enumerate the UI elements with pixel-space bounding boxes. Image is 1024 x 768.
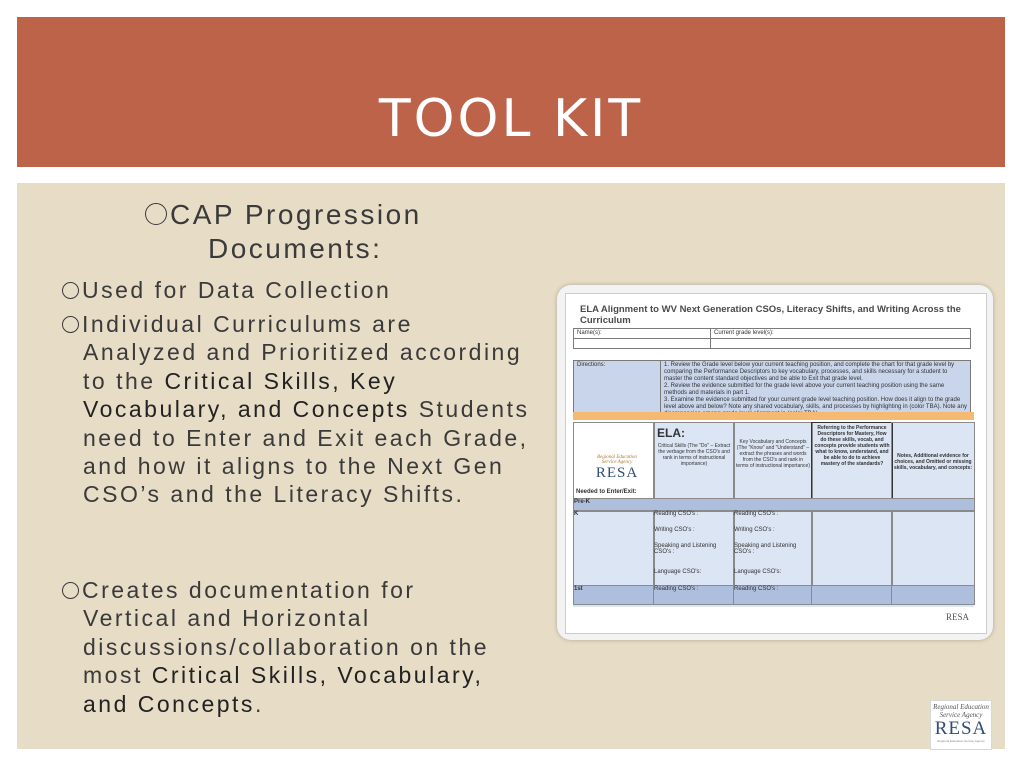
bullet-circle-icon — [62, 316, 79, 333]
bullet-circle-icon — [62, 582, 79, 599]
bullet-data-collection — [62, 276, 391, 304]
ela-grid — [573, 422, 974, 607]
first-notes-cell — [891, 585, 975, 605]
document-title: ELA Alignment to WV Next Generation CSOs, Literacy Shifts, and Writing Across the Curriculum — [580, 304, 961, 326]
k-critical-cell: Reading CSO's : Writing CSO's : Speaking and Listening CSO's : Language CSO's: — [653, 510, 735, 587]
name-label: Name(s): — [574, 329, 711, 339]
document-thumbnail — [565, 293, 987, 634]
bullet-text: Creates documentation for — [82, 577, 416, 603]
bullet-individual-curriculums — [62, 310, 532, 509]
direction-1: 1. Review the Grade level below your current teaching position, and complete the chart for that grade level by comparing the Performance Descriptors to key vocabulary, processes, and skills necessary for a student to master the content standard objectives and be able to Exit that grade level. — [664, 362, 955, 382]
bullet-circle-icon — [62, 282, 79, 299]
bullet-text-continued: Documents: — [208, 233, 383, 264]
document-footer-logo: RESA — [946, 612, 970, 622]
direction-3: 3. Examine the evidence submitted for your current grade level teaching position. How does it align to the grade level above and below? Note any shared vocabulary, skills, and processes by highlighting in (color TBA). Note any — [664, 397, 967, 410]
resa-logo-text: RESA — [934, 718, 988, 739]
k-notes-cell — [891, 510, 975, 587]
directions-label: Directions: — [574, 361, 661, 420]
first-row-label: 1st — [573, 585, 655, 605]
name-grade-table — [573, 328, 971, 349]
bullet-text-emphasis: Critical Skills, Key Vocabulary, and Concepts — [83, 367, 410, 423]
notes-header: Notes, Additional evidence for choices, and Omitted or missing skills, vocabulary, and concepts: — [891, 422, 975, 500]
critical-skills-header: ELA: Critical Skills (The "Do" – Extract the verbage from the CSO's and rank in terms of instructional importance) — [653, 422, 735, 500]
logo-cell — [573, 422, 655, 500]
bullet-text-part: . — [254, 690, 264, 717]
resa-mini-logo: Regional Education Service Agency RESA — [595, 455, 639, 481]
page-title: TOOL KIT — [378, 89, 644, 149]
bullet-text: CAP Progression — [170, 199, 422, 230]
first-critical-cell: Reading CSO's : — [653, 585, 735, 605]
k-referring-cell — [811, 510, 893, 587]
direction-2: 2. Review the evidence submitted for the grade level above your current teaching position using the same methods and materials in part 1. — [664, 383, 945, 396]
grade-label: Current grade level(s): — [711, 329, 971, 339]
k-vocab-cell: Reading CSO's : Writing CSO's : Speaking and Listening CSO's : Language CSO's: — [733, 510, 813, 587]
bullet-text-part: Vertical and Horizontal discussions/collaboration on the most — [83, 605, 490, 689]
first-vocab-cell: Reading CSO's : — [733, 585, 813, 605]
bullet-cap-progression — [145, 198, 422, 266]
bullet-circle-icon — [145, 203, 167, 225]
prek-row: Pre-K — [573, 498, 975, 512]
bullet-text: Used for Data Collection — [82, 277, 392, 303]
bullet-creates-documentation — [62, 576, 532, 718]
key-vocab-header: Key Vocabulary and Concepts (The "Know" and "Understand" – extract the phrases and words from the CSO's and rank in terms of instructional importance) — [733, 422, 813, 500]
bullet-text: Individual Curriculums are — [82, 311, 413, 337]
resa-logo-fine: Regional Education Service Agency — [937, 739, 985, 743]
bullet-text-part: Analyzed and Prioritized according to the — [83, 339, 523, 394]
directions-table — [573, 360, 971, 420]
resa-logo — [930, 700, 992, 750]
needed-label: Needed to Enter/Exit: — [576, 489, 637, 495]
orange-divider — [573, 412, 974, 420]
resa-logo-subtitle: Regional Education Service Agency — [933, 703, 989, 719]
bullet-text-emphasis: Critical Skills, Vocabulary, and Concepts — [83, 662, 484, 717]
bullet-text-part: Students need to Enter and Exit each Grade, and how it aligns to the Next Gen CSO’s and the Literacy Shifts. — [83, 396, 530, 508]
referring-header: Referring to the Performance Descriptors for Mastery, How do these skills, vocab, and concepts provide students with what to know, understand, and be able to do to achieve mastery of the standards? — [811, 422, 893, 500]
ela-label: ELA: — [657, 426, 685, 440]
k-row-label: K — [573, 510, 655, 587]
first-referring-cell — [811, 585, 893, 605]
title-banner — [17, 17, 1005, 167]
